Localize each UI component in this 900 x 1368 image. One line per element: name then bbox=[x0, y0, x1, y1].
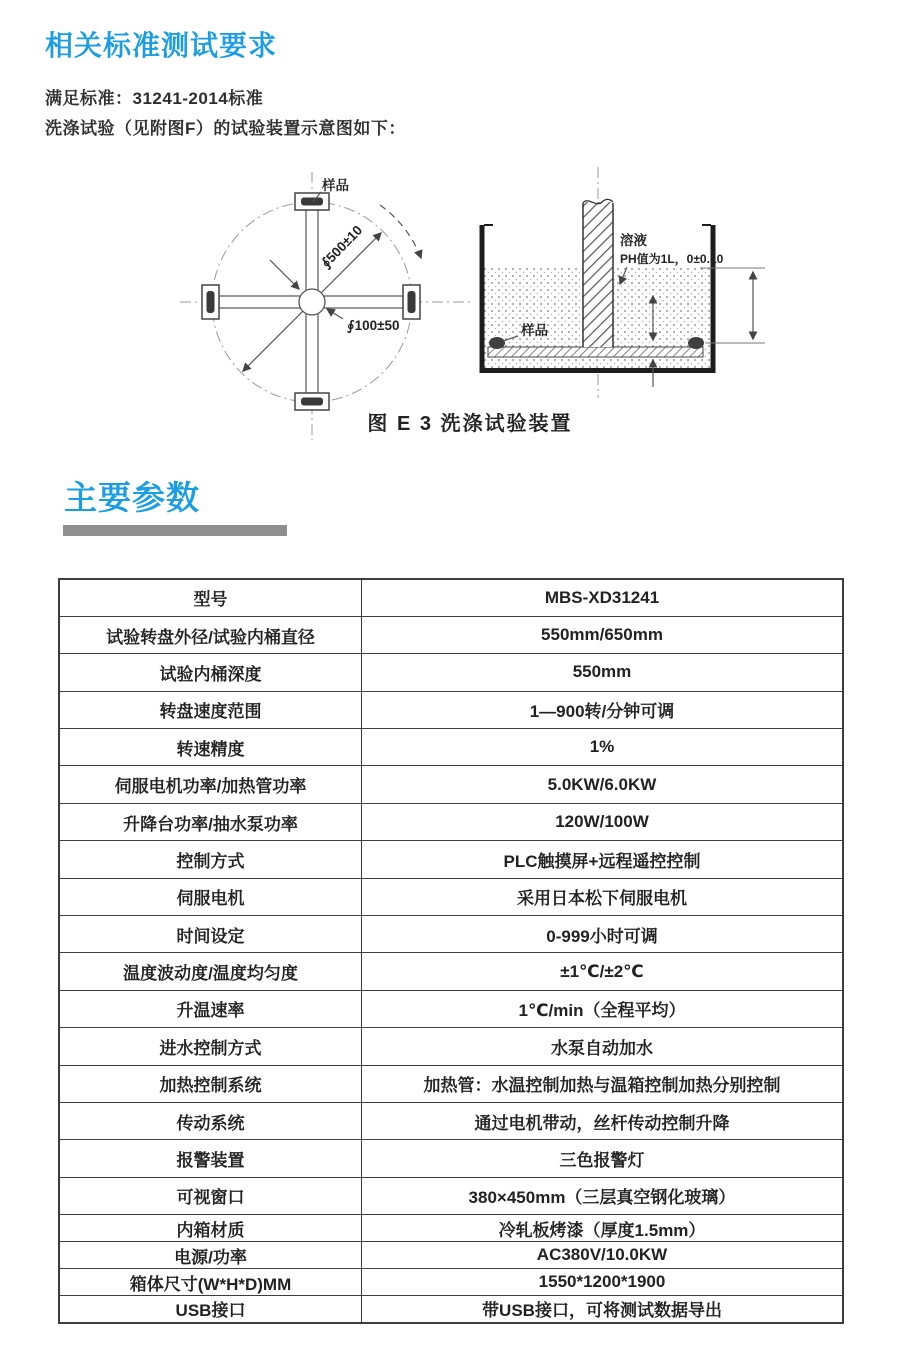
table-row bbox=[59, 1215, 843, 1242]
parameters-section-title: 主要参数 bbox=[64, 479, 200, 516]
param-label: 箱体尺寸(W*H*D)MM bbox=[59, 1269, 362, 1296]
param-value: 加热管：水温控制加热与温箱控制加热分别控制 bbox=[362, 1065, 844, 1102]
table-row bbox=[59, 1028, 843, 1065]
table-row bbox=[59, 616, 843, 653]
param-value: 550mm/650mm bbox=[362, 616, 844, 653]
param-value: 三色报警灯 bbox=[362, 1140, 844, 1177]
ph-value-label: PH值为1L，0±0.10 bbox=[620, 252, 724, 266]
bottom-plate bbox=[488, 347, 703, 357]
table-row bbox=[59, 1242, 843, 1269]
param-value: PLC触摸屏+远程遥控控制 bbox=[362, 841, 844, 878]
table-row bbox=[59, 803, 843, 840]
param-value: ±1℃/±2℃ bbox=[362, 953, 844, 990]
param-value: 1—900转/分钟可调 bbox=[362, 691, 844, 728]
param-value: 通过电机带动，丝杆传动控制升降 bbox=[362, 1102, 844, 1139]
sample-holder-left bbox=[202, 285, 219, 319]
table-row bbox=[59, 990, 843, 1027]
solution-label: 溶液 bbox=[620, 233, 647, 248]
tank-diagram bbox=[482, 167, 765, 398]
param-value: 0-999小时可调 bbox=[362, 916, 844, 953]
param-value: 冷轧板烤漆（厚度1.5mm） bbox=[362, 1215, 844, 1242]
table-row bbox=[59, 841, 843, 878]
sample-holder-top bbox=[295, 193, 329, 210]
param-value: 采用日本松下伺服电机 bbox=[362, 878, 844, 915]
param-label: 升温速率 bbox=[59, 990, 362, 1027]
rotation-arrow bbox=[380, 205, 421, 258]
sample-left bbox=[489, 337, 505, 349]
table-row bbox=[59, 1296, 843, 1323]
title-underline-bar bbox=[63, 525, 287, 536]
param-value: 380×450mm（三层真空钢化玻璃） bbox=[362, 1177, 844, 1214]
param-value: 水泵自动加水 bbox=[362, 1028, 844, 1065]
table-row bbox=[59, 916, 843, 953]
param-label: 报警装置 bbox=[59, 1140, 362, 1177]
figure-caption: 图 E 3 洗涤试验装置 bbox=[367, 413, 573, 435]
param-label: 控制方式 bbox=[59, 841, 362, 878]
param-value: 1550*1200*1900 bbox=[362, 1269, 844, 1296]
param-value: 550mm bbox=[362, 654, 844, 691]
param-value: MBS-XD31241 bbox=[362, 579, 844, 616]
table-row bbox=[59, 878, 843, 915]
param-label: 伺服电机功率/加热管功率 bbox=[59, 766, 362, 803]
rotor-outer-diameter-label: ∮500±10 bbox=[317, 222, 366, 271]
param-value: 5.0KW/6.0KW bbox=[362, 766, 844, 803]
table-row bbox=[59, 729, 843, 766]
param-value: 1% bbox=[362, 729, 844, 766]
standards-met-line: 满足标准：31241-2014标准 bbox=[45, 89, 264, 108]
table-row bbox=[59, 1177, 843, 1214]
table-row bbox=[59, 1065, 843, 1102]
param-label: 电源/功率 bbox=[59, 1242, 362, 1269]
tank-sample-label: 样品 bbox=[521, 323, 548, 338]
table-row bbox=[59, 654, 843, 691]
param-label: 升降台功率/抽水泵功率 bbox=[59, 803, 362, 840]
param-label: 转盘速度范围 bbox=[59, 691, 362, 728]
param-label: 型号 bbox=[59, 579, 362, 616]
standards-section-title: 相关标准测试要求 bbox=[45, 30, 278, 61]
table-row bbox=[59, 579, 843, 616]
table-row bbox=[59, 1102, 843, 1139]
param-value: 带USB接口，可将测试数据导出 bbox=[362, 1296, 844, 1323]
param-label: 加热控制系统 bbox=[59, 1065, 362, 1102]
param-label: 时间设定 bbox=[59, 916, 362, 953]
sample-holder-right bbox=[403, 285, 420, 319]
table-row bbox=[59, 1140, 843, 1177]
param-label: 内箱材质 bbox=[59, 1215, 362, 1242]
rotor-inner-diameter-label: ∮100±50 bbox=[347, 318, 400, 333]
param-label: 进水控制方式 bbox=[59, 1028, 362, 1065]
param-value: AC380V/10.0KW bbox=[362, 1242, 844, 1269]
table-row bbox=[59, 691, 843, 728]
param-label: 转速精度 bbox=[59, 729, 362, 766]
stirrer-rod bbox=[583, 199, 613, 347]
washing-test-intro-line: 洗涤试验（见附图F）的试验装置示意图如下： bbox=[45, 119, 406, 138]
sample-right bbox=[688, 337, 704, 349]
param-label: 温度波动度/温度均匀度 bbox=[59, 953, 362, 990]
parameters-table bbox=[58, 578, 844, 1324]
param-label: 试验转盘外径/试验内桶直径 bbox=[59, 616, 362, 653]
param-label: 可视窗口 bbox=[59, 1177, 362, 1214]
rotor-sample-label: 样品 bbox=[322, 178, 349, 193]
parameters-table-body bbox=[59, 579, 843, 1323]
rotor-diagram bbox=[180, 172, 470, 440]
param-value: 1℃/min（全程平均） bbox=[362, 990, 844, 1027]
param-label: 试验内桶深度 bbox=[59, 654, 362, 691]
param-label: 传动系统 bbox=[59, 1102, 362, 1139]
table-row bbox=[59, 1269, 843, 1296]
param-label: USB接口 bbox=[59, 1296, 362, 1323]
table-row bbox=[59, 766, 843, 803]
param-label: 伺服电机 bbox=[59, 878, 362, 915]
param-value: 120W/100W bbox=[362, 803, 844, 840]
table-row bbox=[59, 953, 843, 990]
test-apparatus-figure bbox=[0, 155, 900, 445]
